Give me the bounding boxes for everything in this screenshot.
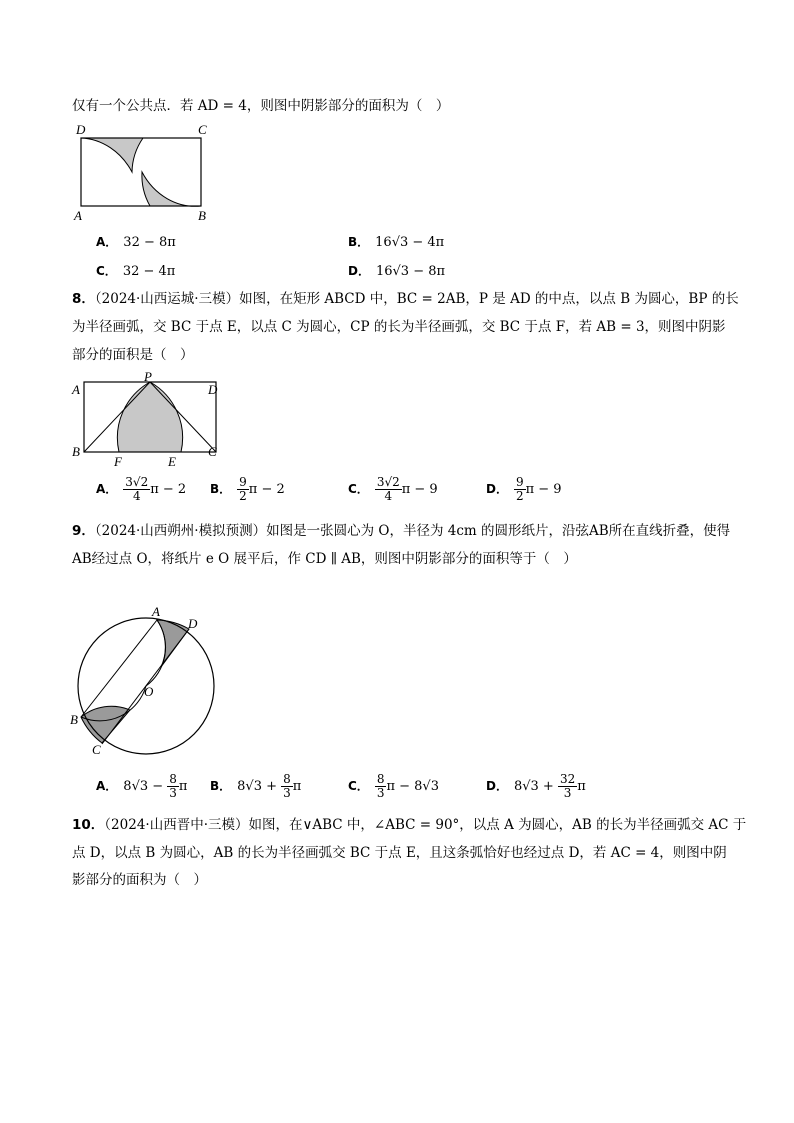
q9-label-O: O [144,684,154,699]
q7-figure [70,118,220,224]
q8-label-E: E [168,454,176,469]
q8-option-c-rest: π − 9 [401,482,438,497]
q7-option-b-letter: B． [348,235,370,249]
q9-option-c-numerator: 8 [376,772,385,786]
q7-option-c-letter: C． [96,264,117,278]
q8-label-A: A [72,382,80,397]
q9-option-a[interactable] [96,773,187,800]
q7-label-B: B [198,208,206,223]
q9-option-a-prefix: 8√3 − [123,779,168,794]
q9-label-B: B [70,712,78,727]
q8-option-c-letter: C． [348,482,369,496]
q9-option-a-rest: π [178,779,188,794]
q8-line-3: 部分的面积是（ ） [72,347,194,363]
q9-option-d-rest: π [577,779,586,794]
q8-text-1: （2024·山西运城·三模）如图，在矩形 ABCD 中，BC = 2AB，P 是 AD 的中点，以点 B 为圆心，BP 的长 [94,291,739,307]
q8-label-B: B [72,444,80,459]
q9-option-b-letter: B． [210,779,232,793]
q7-label-A: A [74,208,82,223]
q7-option-c-text: 32 − 4π [122,264,176,279]
q9-option-c[interactable] [348,773,439,800]
q10-line-3: 影部分的面积为（ ） [72,872,207,888]
q8-option-d[interactable] [486,476,562,503]
q8-figure [68,370,228,470]
q7-option-c[interactable] [96,262,175,281]
q9-line-2: AB经过点 O，将纸片 e O 展平后，作 CD ∥ AB，则图中阴影部分的面积等于（ ） [72,551,577,567]
q8-option-c-denominator: 4 [384,489,393,503]
q9-option-c-letter: C． [348,779,369,793]
q9-option-b-prefix: 8√3 + [237,779,282,794]
q8-option-c-numerator: 3√2 [376,475,400,489]
q8-option-d-rest: π − 9 [525,482,562,497]
q8-line-2: 为半径画弧，交 BC 于点 E，以点 C 为圆心，CP 的长为半径画弧，交 BC 于点 F，若 AB = 3，则图中阴影 [72,319,726,335]
q7-option-b-text: 16√3 − 4π [375,235,445,250]
q7-text: 仅有一个公共点．若 AD = 4，则图中阴影部分的面积为（ ） [72,98,450,114]
q9-option-a-letter: A． [96,779,118,793]
q7-label-C: C [198,122,207,137]
q9-option-b[interactable] [210,773,301,800]
q9-line-1 [72,522,730,540]
q10-text-1: （2024·山西晋中·三模）如图，在∨ABC 中，∠ABC = 90°，以点 A 为圆心，AB 的长为半径画弧交 AC 于 [104,817,747,833]
q8-label-F: F [114,454,122,469]
q9-option-d-denominator: 3 [563,786,572,800]
q9-label-A: A [152,604,160,619]
q9-figure [66,600,226,760]
q8-option-d-letter: D． [486,482,508,496]
q7-option-a[interactable] [96,233,176,252]
q8-option-d-denominator: 2 [515,489,524,503]
q8-label-P: P [144,370,152,384]
q8-option-a-letter: A． [96,482,118,496]
q9-number: 9． [72,523,95,539]
q10-line-2: 点 D，以点 B 为圆心，AB 的长为半径画弧交 BC 于点 E，且这条弧恰好也经过点 D，若 AC = 4，则图中阴 [72,845,727,861]
q8-option-b-denominator: 2 [239,489,247,503]
q8-option-a-numerator: 3√2 [125,475,149,489]
q10-line-1 [72,816,746,834]
q7-option-d[interactable] [348,262,445,281]
q9-option-b-numerator: 8 [283,772,291,786]
q8-option-b-rest: π − 2 [248,482,285,497]
q8-line-1 [72,290,739,308]
q8-option-c[interactable] [348,476,438,503]
q9-option-d-prefix: 8√3 + [513,779,558,794]
q7-option-a-letter: A． [96,235,118,249]
q8-option-b[interactable] [210,476,285,503]
q9-option-d[interactable] [486,773,586,800]
q9-option-d-numerator: 32 [559,772,576,786]
q8-number: 8． [72,291,95,307]
q8-option-b-numerator: 9 [239,475,247,489]
q7-option-d-text: 16√3 − 8π [375,264,446,279]
q8-option-b-letter: B． [210,482,232,496]
q9-option-d-letter: D． [486,779,508,793]
q8-option-a-rest: π − 2 [150,482,187,497]
q8-option-d-numerator: 9 [515,475,524,489]
q10-number: 10． [72,817,105,833]
q9-text-1: （2024·山西朔州·模拟预测）如图是一张圆心为 O，半径为 4cm 的圆形纸片，沿弦AB所在直线折叠，使得 [94,523,731,539]
q7-label-D: D [76,122,86,137]
q8-option-a[interactable] [96,476,186,503]
q9-option-a-denominator: 3 [169,786,177,800]
q7-option-b[interactable] [348,233,444,252]
q8-option-a-denominator: 4 [132,489,141,503]
q9-option-a-numerator: 8 [169,772,177,786]
q7-option-a-text: 32 − 8π [123,235,176,250]
q9-option-b-denominator: 3 [283,786,291,800]
q8-label-C: C [208,444,217,459]
q9-option-c-denominator: 3 [376,786,385,800]
q7-option-d-letter: D． [348,264,370,278]
q9-label-D: D [188,616,198,631]
q9-label-C: C [92,742,101,757]
q9-option-b-rest: π [292,779,302,794]
q8-label-D: D [208,382,218,397]
q9-option-c-rest: π − 8√3 [386,779,439,794]
